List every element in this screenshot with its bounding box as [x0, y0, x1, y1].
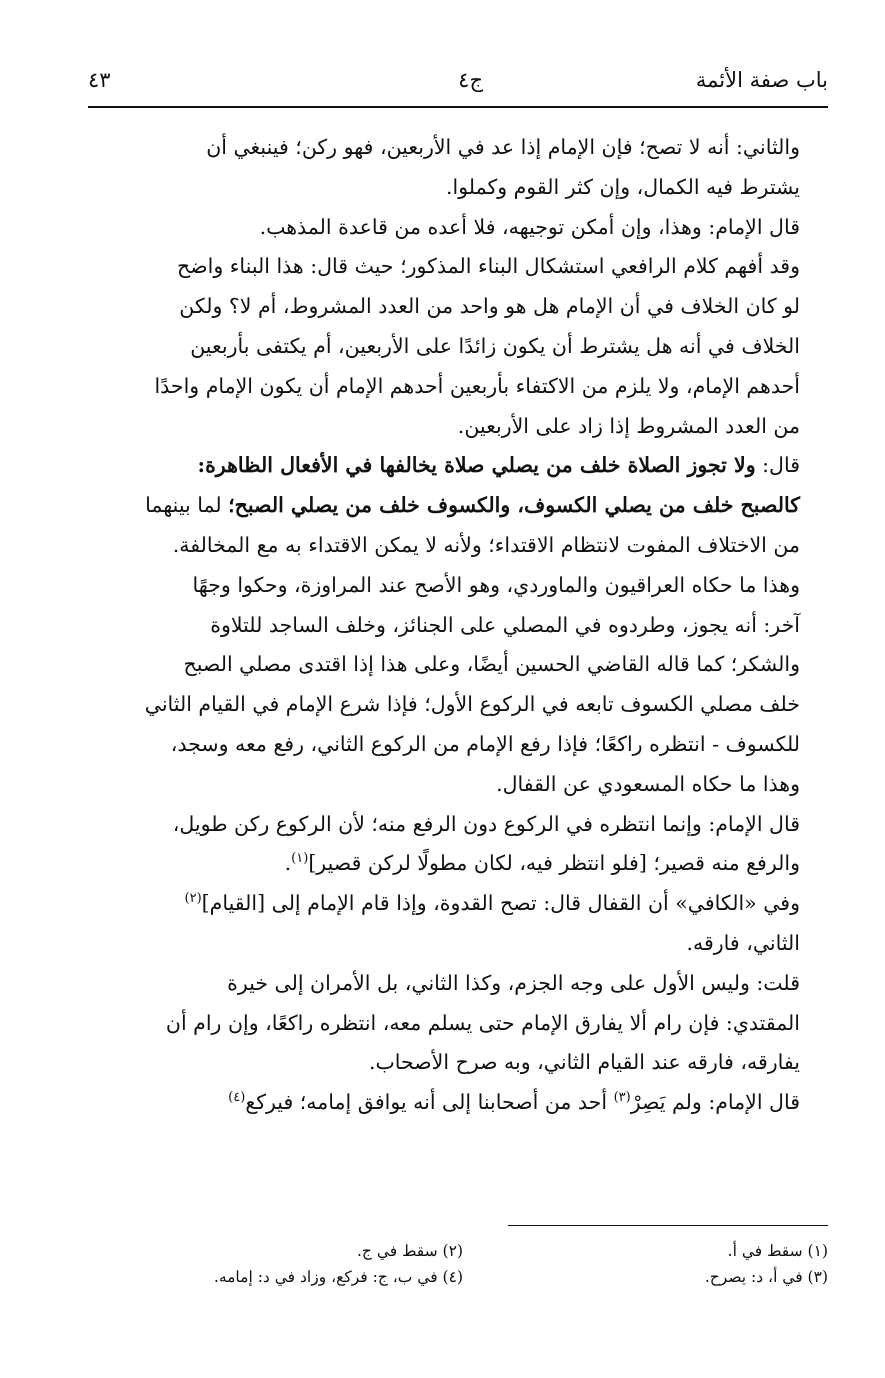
text-run: أحد من أصحابنا إلى أنه يوافق إمامه؛ فيركع: [245, 1090, 614, 1115]
paragraph: [88, 964, 828, 1083]
text-line: من الاختلاف المفوت لانتظام الاقتداء؛ ولأنه لا يمكن الاقتداء به مع المخالفة.: [172, 532, 800, 557]
text-line: والشكر؛ كما قاله القاضي الحسين أيضًا، وعلى هذا إذا اقتدى مصلي الصبح: [183, 652, 800, 677]
chapter-title: باب صفة الأئمة: [695, 68, 828, 92]
text-run: .: [284, 851, 292, 876]
footnote: (٤) في ب، ج: فركع، وزاد في د: إمامه.: [213, 1268, 463, 1286]
matn-text: كالصبح خلف من يصلي الكسوف، والكسوف خلف من يصلي الصبح؛: [228, 493, 800, 518]
text-line: وهذا ما حكاه المسعودي عن القفال.: [496, 771, 800, 796]
main-text: [88, 128, 828, 1123]
header-divider: [88, 106, 828, 108]
text-line: الثاني، فارقه.: [686, 930, 800, 955]
text-line: وقد أفهم كلام الرافعي استشكال البناء المذكور؛ حيث قال: هذا البناء واضح: [177, 254, 800, 279]
text-line: قال الإمام: وإنما انتظره في الركوع دون الرفع منه؛ لأن الركوع ركن طويل،: [172, 811, 800, 836]
text-line: [88, 1083, 828, 1123]
text-line: قلت: وليس الأول على وجه الجزم، وكذا الثاني، بل الأمران إلى خيرة: [227, 970, 800, 995]
text-line: [88, 884, 828, 924]
footnote: (٢) سقط في ج.: [356, 1242, 463, 1260]
text-run: قال الإمام: ولم يَصِرْ: [630, 1090, 800, 1115]
paragraph: [88, 446, 828, 565]
running-header: [88, 62, 828, 102]
footnote-ref[interactable]: (٤): [228, 1090, 246, 1106]
text-run: لما بينهما: [145, 493, 229, 518]
text-line: يشترط فيه الكمال، وإن كثر القوم وكملوا.: [446, 174, 800, 199]
paragraph: [88, 247, 828, 446]
footnote-column-right: [518, 1238, 828, 1290]
text-line: وهذا ما حكاه العراقيون والماوردي، وهو الأصح عند المراوزة، وحكوا وجهًا: [192, 572, 800, 597]
volume-label: ج٤: [458, 68, 483, 92]
text-line: والثاني: أنه لا تصح؛ فإن الإمام إذا عد في الأربعين، فهو ركن؛ فينبغي أن: [206, 135, 800, 159]
page-number: ٤٣: [88, 68, 111, 92]
text-line: خلف مصلي الكسوف تابعه في الركوع الأول؛ فإذا شرع الإمام في القيام الثاني: [144, 692, 800, 717]
paragraph: [88, 208, 828, 248]
paragraph: [88, 805, 828, 885]
paragraph: [88, 566, 828, 805]
text-line: [88, 486, 828, 526]
footnote-column-left: [88, 1238, 463, 1290]
matn-text: ولا تجوز الصلاة خلف من يصلي صلاة يخالفها في الأفعال الظاهرة:: [197, 453, 756, 478]
text-line: الخلاف في أنه هل يشترط أن يكون زائدًا على الأربعين، أم يكتفى بأربعين: [190, 333, 800, 358]
text-line: [88, 844, 828, 884]
footnote: (٣) في أ، د: يصرح.: [704, 1268, 828, 1286]
paragraph: [88, 884, 828, 964]
text-line: أحدهم الإمام، ولا يلزم من الاكتفاء بأربعين أحدهم الإمام أن يكون الإمام واحدًا: [154, 373, 800, 398]
text-run: قال:: [755, 453, 800, 478]
text-line: للكسوف - انتظره راكعًا؛ فإذا رفع الإمام من الركوع الثاني، رفع معه وسجد،: [170, 731, 800, 756]
footnote-ref[interactable]: (٢): [184, 891, 202, 907]
footnote-ref[interactable]: (١): [291, 851, 309, 867]
text-line: [88, 446, 828, 486]
text-line: آخر: أنه يجوز، وطردوه في المصلي على الجنائز، وخلف الساجد للتلاوة: [210, 612, 800, 637]
paragraph: [88, 1083, 828, 1123]
text-line: من العدد المشروط إذا زاد على الأربعين.: [457, 413, 800, 438]
text-line: المقتدي: فإن رام ألا يفارق الإمام حتى يسلم معه، انتظره راكعًا، وإن رام أن: [165, 1010, 800, 1035]
text-run: والرفع منه قصير؛ [فلو انتظر فيه، لكان مطولًا لركن قصير]: [308, 851, 800, 876]
footnote-divider: [508, 1225, 828, 1226]
footnote: (١) سقط في أ.: [727, 1242, 828, 1260]
text-run: وفي «الكافي» أن القفال قال: تصح القدوة، وإذا قام الإمام إلى [القيام]: [201, 891, 800, 916]
text-line: يفارقه، فارقه عند القيام الثاني، وبه صرح الأصحاب.: [368, 1050, 800, 1075]
text-line: قال الإمام: وهذا، وإن أمكن توجيهه، فلا أعده من قاعدة المذهب.: [259, 214, 800, 239]
paragraph: [88, 128, 828, 208]
text-line: لو كان الخلاف في أن الإمام هل هو واحد من العدد المشروط، أم لا؟ ولكن: [179, 294, 800, 319]
footnote-ref[interactable]: (٣): [613, 1090, 631, 1106]
